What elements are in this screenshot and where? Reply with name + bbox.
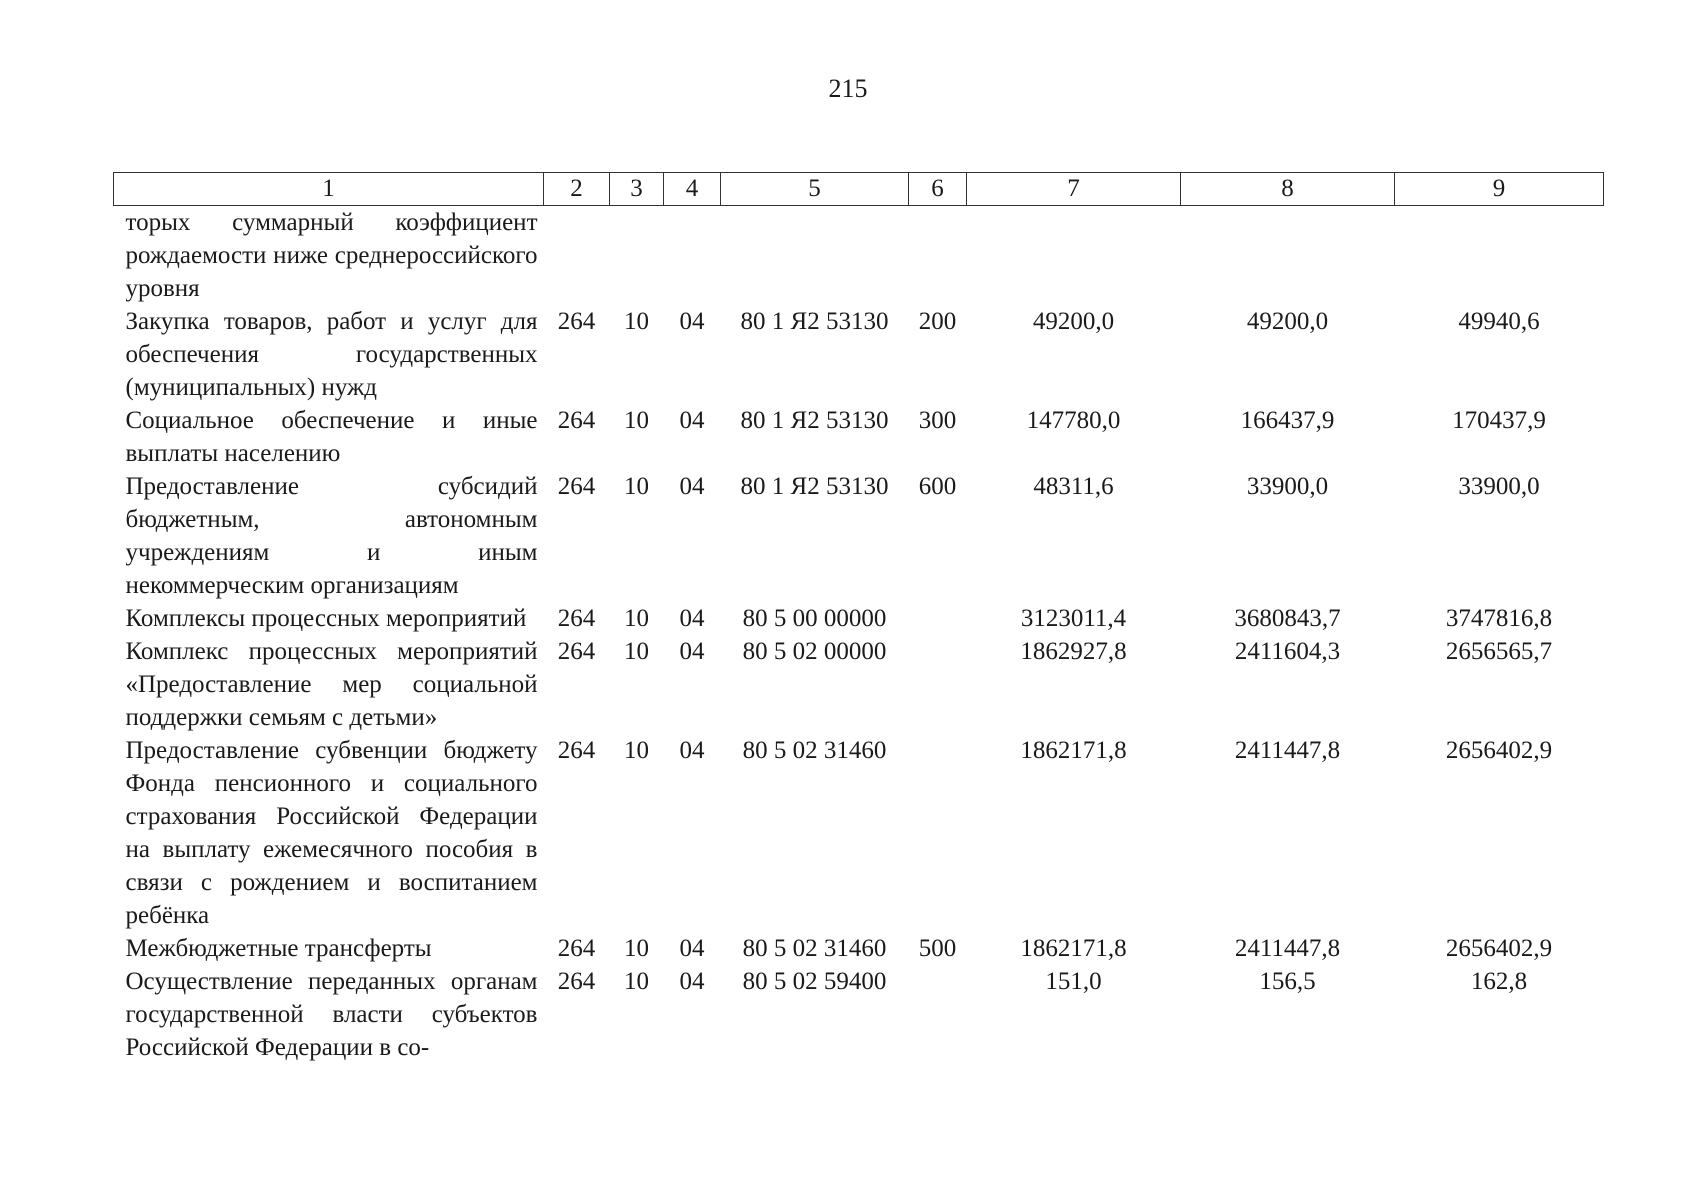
cell-col-6 [909, 635, 967, 734]
header-cell: 9 [1395, 173, 1604, 206]
cell-col-6 [909, 734, 967, 932]
cell-col-3: 10 [624, 935, 649, 962]
cell-col-9: 2656565,7 [1445, 638, 1553, 665]
cell-col-8: 166437,9 [1240, 407, 1335, 434]
cell-col-2: 264 [557, 473, 596, 500]
header-row [114, 173, 1604, 206]
header-cell: 5 [721, 173, 909, 206]
table-row [114, 635, 1604, 734]
cell-col-4: 04 [679, 968, 705, 995]
cell-col-6: 500 [918, 935, 957, 962]
cell-col-3: 10 [624, 473, 649, 500]
cell-col-6: 200 [918, 308, 957, 335]
cell-col-5: 80 5 02 59400 [742, 968, 887, 995]
cell-col-5: 80 5 02 31460 [742, 737, 887, 764]
header-cell: 3 [610, 173, 664, 206]
cell-col-3: 10 [624, 638, 649, 665]
cell-col-9 [1395, 206, 1604, 306]
table-body [114, 206, 1604, 1065]
cell-col-7: 3123011,4 [1020, 605, 1127, 632]
header-cell: 2 [544, 173, 610, 206]
cell-col-4 [664, 206, 721, 306]
row-description: Закупка товаров, работ и услуг для обеспечения государственных (муниципальных) нужд [125, 308, 538, 401]
row-description: Предоставление субсидий бюджетным, автономным учреждениям и иным некоммерческим организациям [125, 473, 538, 599]
row-description: торых суммарный коэффициент рождаемости ниже среднероссийского уровня [125, 209, 538, 302]
cell-col-2: 264 [557, 308, 596, 335]
cell-col-8: 156,5 [1259, 968, 1316, 995]
cell-col-5: 80 1 Я2 53130 [740, 473, 889, 500]
cell-col-2: 264 [557, 605, 596, 632]
cell-col-6: 600 [918, 473, 957, 500]
cell-col-3: 10 [624, 308, 649, 335]
cell-col-2: 264 [557, 407, 596, 434]
cell-col-7: 147780,0 [1026, 407, 1121, 434]
row-description: Комплекс процессных мероприятий «Предоставление мер социальной поддержки семьям с детьми» [125, 638, 538, 731]
cell-col-2: 264 [557, 935, 596, 962]
cell-col-3: 10 [624, 407, 649, 434]
cell-col-6: 300 [918, 407, 957, 434]
cell-col-5: 80 5 00 00000 [742, 605, 887, 632]
cell-col-5: 80 5 02 00000 [742, 638, 887, 665]
cell-col-8: 2411447,8 [1234, 935, 1341, 962]
cell-col-4: 04 [679, 737, 705, 764]
cell-col-7 [967, 206, 1181, 306]
row-description: Предоставление субвенции бюджету Фонда пенсионного и социального страхования Российской Федерации на выплату ежемесячного пособия в связи с рождением и воспитанием ребёнка [125, 737, 538, 929]
cell-col-4: 04 [679, 308, 705, 335]
cell-col-4: 04 [679, 407, 705, 434]
table-row [114, 965, 1604, 1064]
row-description: Межбюджетные трансферты [125, 935, 432, 962]
cell-col-9: 33900,0 [1458, 473, 1540, 500]
cell-col-3: 10 [624, 737, 649, 764]
header-cell: 6 [909, 173, 967, 206]
cell-col-5: 80 1 Я2 53130 [740, 308, 889, 335]
cell-col-5: 80 5 02 31460 [742, 935, 887, 962]
cell-col-9: 2656402,9 [1445, 935, 1553, 962]
cell-col-9: 49940,6 [1458, 308, 1540, 335]
cell-col-3 [610, 206, 664, 306]
cell-col-2: 264 [557, 968, 596, 995]
table-row [114, 602, 1604, 635]
table-row [114, 404, 1604, 470]
header-cell: 8 [1181, 173, 1395, 206]
cell-col-6 [909, 965, 967, 1064]
cell-col-8 [1181, 206, 1395, 306]
cell-col-9: 170437,9 [1452, 407, 1546, 434]
cell-col-7: 1862171,8 [1020, 737, 1127, 764]
cell-col-4: 04 [679, 473, 705, 500]
cell-col-7: 151,0 [1045, 968, 1102, 995]
row-description: Комплексы процессных мероприятий [125, 605, 527, 632]
cell-col-2: 264 [557, 638, 596, 665]
cell-col-5: 80 1 Я2 53130 [740, 407, 889, 434]
page-number: 215 [828, 74, 868, 103]
table-row [114, 734, 1604, 932]
cell-col-7: 48311,6 [1033, 473, 1114, 500]
cell-col-6 [909, 206, 967, 306]
cell-col-8: 2411604,3 [1234, 638, 1341, 665]
budget-table [113, 172, 1604, 1064]
header-cell: 7 [967, 173, 1181, 206]
header-cell: 1 [114, 173, 544, 206]
row-description: Осуществление переданных органам государственной власти субъектов Российской Федерации в со- [125, 968, 538, 1061]
cell-col-9: 162,8 [1470, 968, 1528, 995]
cell-col-7: 49200,0 [1032, 308, 1115, 335]
cell-col-7: 1862171,8 [1020, 935, 1127, 962]
cell-col-4: 04 [679, 638, 705, 665]
cell-col-9: 2656402,9 [1445, 737, 1553, 764]
header-cell: 4 [664, 173, 721, 206]
cell-col-8: 2411447,8 [1234, 737, 1341, 764]
cell-col-8: 49200,0 [1246, 308, 1329, 335]
cell-col-6 [909, 602, 967, 635]
table-row [114, 470, 1604, 602]
row-description: Социальное обеспечение и иные выплаты населению [125, 407, 538, 467]
cell-col-7: 1862927,8 [1020, 638, 1127, 665]
table-row [114, 305, 1604, 404]
cell-col-8: 3680843,7 [1234, 605, 1341, 632]
cell-col-5 [721, 206, 909, 306]
cell-col-2 [544, 206, 610, 306]
table-row [114, 932, 1604, 965]
cell-col-8: 33900,0 [1246, 473, 1329, 500]
cell-col-4: 04 [679, 935, 705, 962]
cell-col-2: 264 [557, 737, 596, 764]
cell-col-3: 10 [624, 968, 649, 995]
cell-col-4: 04 [679, 605, 705, 632]
cell-col-9: 3747816,8 [1445, 605, 1553, 632]
cell-col-3: 10 [624, 605, 649, 632]
table-row [114, 206, 1604, 306]
